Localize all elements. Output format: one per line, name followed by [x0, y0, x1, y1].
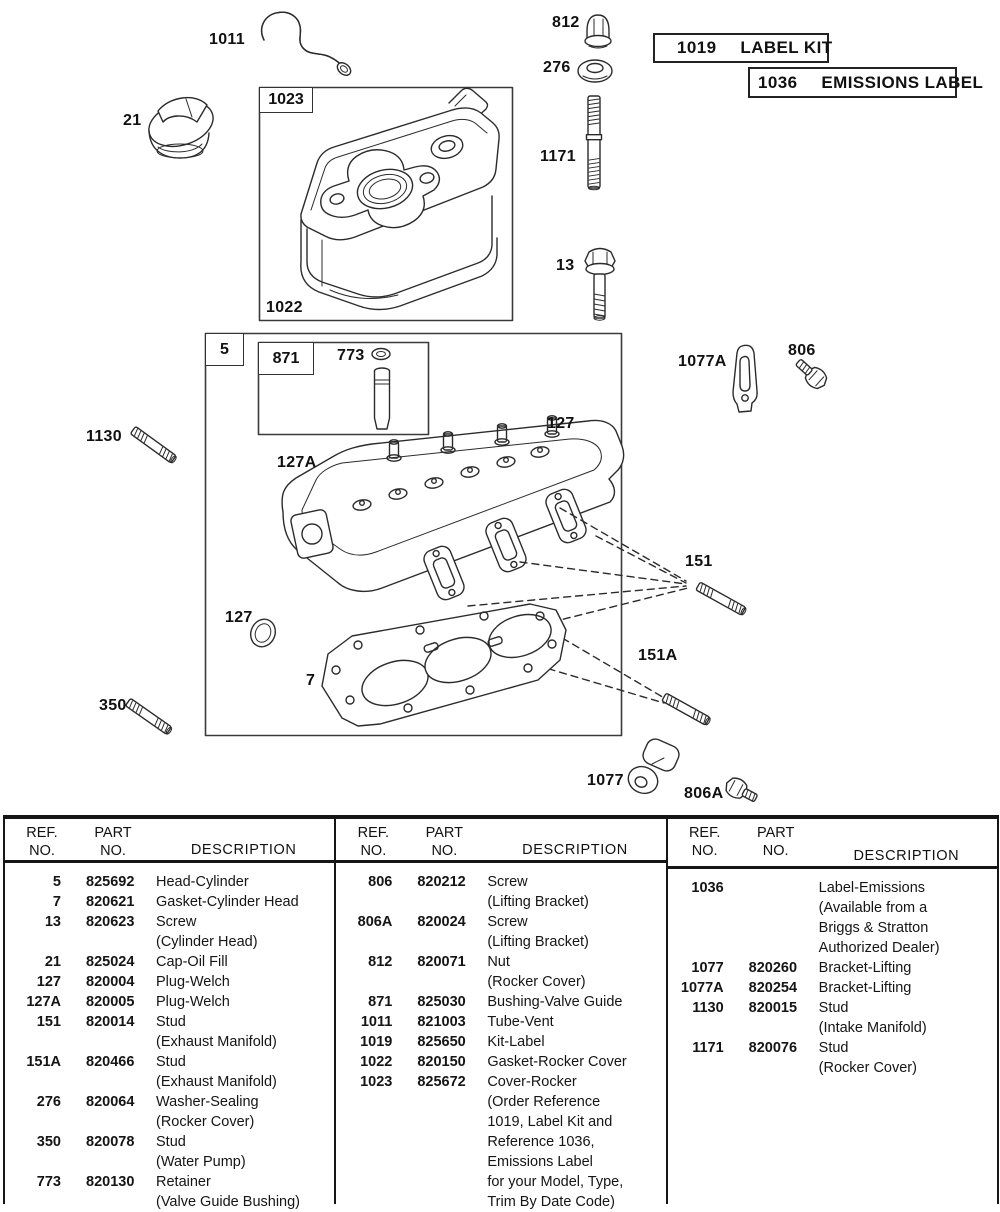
table-row — [336, 1012, 665, 1032]
table-row — [5, 1052, 334, 1072]
table-row — [5, 992, 334, 1012]
c-desc-cell: (Lifting Bracket) — [487, 894, 589, 910]
c-part-cell — [417, 1172, 487, 1192]
label-kit-ref: 1019 — [677, 38, 717, 57]
part-label-276: 276 — [543, 59, 571, 76]
part-no-header: PART NO. — [94, 825, 132, 859]
table-row — [668, 958, 997, 978]
c-desc-cell: Stud — [818, 1000, 849, 1016]
part-label-812: 812 — [552, 14, 580, 31]
c-desc-cell: Gasket-Cylinder Head — [156, 894, 299, 910]
c-ref-cell: 1077 — [691, 960, 724, 976]
c-desc-cell: Cover-Rocker — [487, 1074, 577, 1090]
c-part-cell — [417, 1132, 487, 1152]
part-label-806: 806 — [788, 342, 816, 359]
table-row — [336, 1032, 665, 1052]
stud-151a-drawing — [662, 693, 712, 726]
c-ref-cell: 13 — [44, 914, 61, 930]
c-part-cell: 825672 — [417, 1074, 466, 1090]
c-ref-cell: 127A — [26, 994, 61, 1010]
c-desc-cell: Screw — [156, 914, 197, 930]
head-screw-drawing — [585, 249, 615, 321]
table-header — [668, 819, 997, 869]
part-label-773: 773 — [337, 347, 365, 364]
parts-column-0 — [5, 819, 334, 1210]
c-ref-cell — [336, 1112, 392, 1132]
c-part-cell: 820260 — [748, 960, 798, 976]
c-part-cell: 820064 — [86, 1094, 135, 1110]
rocker-cover-drawing — [301, 88, 499, 309]
c-desc-cell: Reference 1036, — [487, 1134, 595, 1150]
part-no-header: PART NO. — [756, 825, 795, 859]
c-desc-cell: Plug-Welch — [156, 974, 230, 990]
c-ref-cell: 1023 — [360, 1074, 393, 1090]
c-ref-cell: 350 — [36, 1134, 61, 1150]
table-row — [5, 1152, 334, 1172]
c-desc-cell: Tube-Vent — [487, 1014, 554, 1030]
c-part-cell: 820078 — [86, 1134, 135, 1150]
c-part-cell — [749, 1058, 819, 1078]
stud-151-drawing — [696, 582, 747, 616]
stud-1130-drawing — [130, 426, 177, 464]
lifting-bracket-a-drawing — [733, 345, 757, 412]
c-ref-cell — [336, 892, 392, 912]
table-row — [668, 878, 997, 898]
c-desc-cell: Briggs & Stratton — [818, 920, 929, 936]
emissions-title: EMISSIONS LABEL — [821, 72, 984, 92]
part-label-1171: 1171 — [540, 148, 576, 165]
c-part-cell: 820071 — [417, 954, 466, 970]
c-ref-cell: 871 — [368, 994, 393, 1010]
c-part-cell — [86, 932, 156, 952]
c-ref-cell: 7 — [52, 894, 61, 910]
lifting-bracket-drawing — [624, 736, 682, 798]
c-desc-cell: Stud — [156, 1134, 186, 1150]
head-gasket-drawing — [322, 604, 566, 726]
table-row — [336, 1072, 665, 1092]
head-box-ref: 5 — [205, 333, 244, 366]
table-row — [5, 972, 334, 992]
c-desc-cell: (Rocker Cover) — [487, 974, 586, 990]
c-desc-cell: for your Model, Type, — [487, 1174, 624, 1190]
c-part-cell — [749, 898, 819, 918]
c-ref-cell: 5 — [52, 874, 61, 890]
table-row — [5, 932, 334, 952]
c-part-cell — [417, 1112, 487, 1132]
c-ref-cell — [668, 938, 724, 958]
ref-no-header: REF. NO. — [688, 825, 721, 859]
c-ref-cell — [668, 1058, 724, 1078]
c-ref-cell: 773 — [36, 1174, 61, 1190]
c-part-cell: 820150 — [417, 1054, 466, 1070]
table-row — [5, 912, 334, 932]
table-row — [336, 1192, 665, 1212]
c-desc-cell: (Lifting Bracket) — [487, 934, 589, 950]
c-ref-cell — [668, 918, 724, 938]
c-part-cell — [417, 1092, 487, 1112]
c-desc-cell: Plug-Welch — [156, 994, 230, 1010]
c-desc-cell: Nut — [487, 954, 510, 970]
c-desc-cell: Stud — [156, 1054, 186, 1070]
c-ref-cell — [5, 1152, 61, 1172]
c-part-cell — [86, 1192, 156, 1212]
table-row — [5, 952, 334, 972]
c-desc-cell: (Rocker Cover) — [156, 1114, 255, 1130]
table-row — [5, 1112, 334, 1132]
description-header: DESCRIPTION — [190, 842, 297, 858]
table-row — [5, 872, 334, 892]
part-label-151: 151 — [685, 553, 713, 570]
c-part-cell — [86, 1072, 156, 1092]
c-part-cell: 820130 — [86, 1174, 135, 1190]
c-desc-cell: Authorized Dealer) — [818, 940, 940, 956]
c-part-cell — [749, 918, 819, 938]
c-ref-cell — [336, 1152, 392, 1172]
part-label-127-right: 127 — [547, 415, 575, 432]
c-part-cell — [86, 1032, 156, 1052]
bracket-screw-drawing — [792, 355, 831, 393]
table-row — [668, 1018, 997, 1038]
oil-cap-drawing — [143, 94, 219, 158]
table-row — [5, 1132, 334, 1152]
table-row — [336, 992, 665, 1012]
c-ref-cell: 1130 — [692, 1000, 724, 1016]
table-row — [336, 1092, 665, 1112]
c-ref-cell — [336, 1092, 392, 1112]
c-part-cell: 820466 — [86, 1054, 135, 1070]
c-desc-cell: Label-Emissions — [818, 880, 926, 896]
rows-column-0 — [5, 863, 334, 1212]
table-row — [5, 1072, 334, 1092]
c-part-cell: 825030 — [417, 994, 466, 1010]
table-row — [5, 1012, 334, 1032]
stud-350-drawing — [125, 698, 173, 735]
c-ref-cell: 1011 — [360, 1014, 393, 1030]
c-ref-cell — [5, 932, 61, 952]
c-desc-cell: Bushing-Valve Guide — [487, 994, 623, 1010]
c-part-cell: 820623 — [86, 914, 135, 930]
parts-column-2 — [666, 819, 997, 1204]
c-ref-cell — [5, 1032, 61, 1052]
cylinder-head-drawing — [282, 416, 624, 603]
parts-column-1 — [334, 819, 665, 1210]
c-part-cell: 820254 — [748, 980, 798, 996]
washer-drawing — [578, 60, 612, 82]
c-part-cell — [86, 1152, 156, 1172]
stud-1171-drawing — [587, 96, 602, 190]
c-ref-cell — [336, 1172, 392, 1192]
c-part-cell: 820024 — [417, 914, 466, 930]
c-desc-cell: Bracket-Lifting — [818, 980, 912, 996]
part-label-1011: 1011 — [209, 31, 245, 48]
c-desc-cell: (Water Pump) — [156, 1154, 246, 1170]
c-desc-cell: Kit-Label — [487, 1034, 545, 1050]
table-row — [336, 1132, 665, 1152]
c-desc-cell: Stud — [156, 1014, 186, 1030]
valve-guide-bushing-drawing — [372, 349, 390, 430]
part-label-127-left: 127 — [225, 609, 253, 626]
bracket-screw-a-drawing — [722, 775, 760, 807]
c-desc-cell: Screw — [487, 914, 528, 930]
c-ref-cell: 1022 — [360, 1054, 393, 1070]
c-part-cell: 820212 — [417, 874, 466, 890]
c-desc-cell: Cap-Oil Fill — [156, 954, 228, 970]
part-no-header: PART NO. — [425, 825, 463, 859]
vent-tube-drawing — [262, 12, 353, 78]
table-row — [336, 892, 665, 912]
table-row — [336, 932, 665, 952]
c-desc-cell: (Order Reference — [487, 1094, 601, 1110]
table-row — [336, 872, 665, 892]
table-row — [668, 978, 997, 998]
c-desc-cell: (Valve Guide Bushing) — [156, 1194, 301, 1210]
table-row — [668, 938, 997, 958]
parts-table — [3, 815, 999, 1210]
c-desc-cell: (Exhaust Manifold) — [156, 1074, 277, 1090]
c-desc-cell: Stud — [818, 1040, 849, 1056]
c-desc-cell: Gasket-Rocker Cover — [487, 1054, 627, 1070]
c-ref-cell — [5, 1112, 61, 1132]
description-header: DESCRIPTION — [522, 842, 628, 858]
table-row — [336, 972, 665, 992]
c-ref-cell — [668, 898, 724, 918]
c-desc-cell: (Cylinder Head) — [156, 934, 258, 950]
part-label-1130: 1130 — [86, 428, 122, 445]
c-desc-cell: (Exhaust Manifold) — [156, 1034, 277, 1050]
c-ref-cell: 276 — [36, 1094, 61, 1110]
c-ref-cell — [668, 1018, 724, 1038]
part-label-151A: 151A — [638, 647, 678, 664]
c-part-cell: 821003 — [417, 1014, 466, 1030]
table-row — [336, 1112, 665, 1132]
c-ref-cell — [336, 1192, 392, 1212]
table-row — [668, 1058, 997, 1078]
c-ref-cell — [336, 932, 392, 952]
table-row — [668, 898, 997, 918]
c-ref-cell: 1171 — [692, 1040, 724, 1056]
c-ref-cell — [336, 972, 392, 992]
table-header — [336, 819, 665, 863]
table-row — [5, 892, 334, 912]
rows-column-2 — [668, 869, 997, 1078]
c-ref-cell: 151A — [26, 1054, 61, 1070]
c-ref-cell: 1019 — [360, 1034, 393, 1050]
emissions-ref: 1036 — [758, 72, 798, 92]
c-ref-cell: 806 — [368, 874, 393, 890]
c-ref-cell: 812 — [368, 954, 393, 970]
c-part-cell — [417, 1192, 487, 1212]
ref-no-header: REF. NO. — [26, 825, 58, 859]
c-desc-cell: (Rocker Cover) — [818, 1060, 917, 1076]
c-desc-cell: (Available from a — [818, 900, 928, 916]
c-desc-cell: 1019, Label Kit and — [487, 1114, 613, 1130]
part-label-13: 13 — [556, 257, 575, 274]
emissions-label-callout — [748, 67, 984, 98]
c-desc-cell: Head-Cylinder — [156, 874, 249, 890]
c-desc-cell: Trim By Date Code) — [487, 1194, 615, 1210]
cover-box-ref: 1023 — [259, 87, 313, 113]
c-ref-cell: 1036 — [691, 880, 724, 896]
c-part-cell — [417, 972, 487, 992]
part-label-1022: 1022 — [266, 299, 303, 316]
c-desc-cell: (Intake Manifold) — [818, 1020, 927, 1036]
table-header — [5, 819, 334, 863]
c-part-cell — [749, 938, 819, 958]
c-part-cell: 825692 — [86, 874, 135, 890]
part-label-7: 7 — [306, 672, 316, 689]
c-part-cell — [417, 892, 487, 912]
part-label-1077A: 1077A — [678, 353, 727, 370]
table-row — [668, 1038, 997, 1058]
part-label-127A: 127A — [277, 454, 317, 471]
table-row — [336, 1052, 665, 1072]
ref-no-header: REF. NO. — [357, 825, 390, 859]
c-ref-cell: 21 — [44, 954, 61, 970]
table-row — [336, 952, 665, 972]
table-row — [5, 1092, 334, 1112]
part-label-806A: 806A — [684, 785, 724, 802]
part-label-350: 350 — [99, 697, 127, 714]
table-row — [336, 1152, 665, 1172]
c-ref-cell — [336, 1132, 392, 1152]
c-ref-cell: 806A — [357, 914, 393, 930]
c-part-cell — [749, 878, 819, 898]
label-kit-callout — [653, 33, 833, 63]
c-desc-cell: Bracket-Lifting — [818, 960, 912, 976]
table-row — [336, 912, 665, 932]
rows-column-1 — [336, 863, 665, 1212]
c-part-cell: 820005 — [86, 994, 135, 1010]
c-part-cell: 820004 — [86, 974, 135, 990]
part-label-21: 21 — [123, 112, 142, 129]
c-part-cell — [417, 932, 487, 952]
table-row — [668, 998, 997, 1018]
c-part-cell: 825024 — [86, 954, 135, 970]
c-ref-cell — [5, 1072, 61, 1092]
c-ref-cell: 127 — [36, 974, 61, 990]
bushing-box-ref: 871 — [258, 342, 314, 375]
table-row — [5, 1172, 334, 1192]
c-part-cell — [86, 1112, 156, 1132]
c-ref-cell: 1077A — [680, 980, 724, 996]
table-row — [5, 1032, 334, 1052]
c-part-cell: 820621 — [86, 894, 135, 910]
table-row — [336, 1172, 665, 1192]
c-ref-cell: 151 — [36, 1014, 61, 1030]
table-row — [5, 1192, 334, 1212]
table-row — [668, 918, 997, 938]
part-label-1077: 1077 — [587, 772, 624, 789]
c-desc-cell: Washer-Sealing — [156, 1094, 259, 1110]
label-kit-title: LABEL KIT — [740, 38, 833, 57]
nut-drawing — [585, 15, 611, 48]
c-desc-cell: Emissions Label — [487, 1154, 593, 1170]
c-part-cell: 820015 — [748, 1000, 798, 1016]
description-header: DESCRIPTION — [853, 848, 960, 864]
c-part-cell: 820014 — [86, 1014, 135, 1030]
c-desc-cell: Screw — [487, 874, 528, 890]
c-ref-cell — [5, 1192, 61, 1212]
c-part-cell — [417, 1152, 487, 1172]
c-part-cell — [749, 1018, 819, 1038]
c-part-cell: 825650 — [417, 1034, 466, 1050]
c-part-cell: 820076 — [748, 1040, 798, 1056]
c-desc-cell: Retainer — [156, 1174, 211, 1190]
